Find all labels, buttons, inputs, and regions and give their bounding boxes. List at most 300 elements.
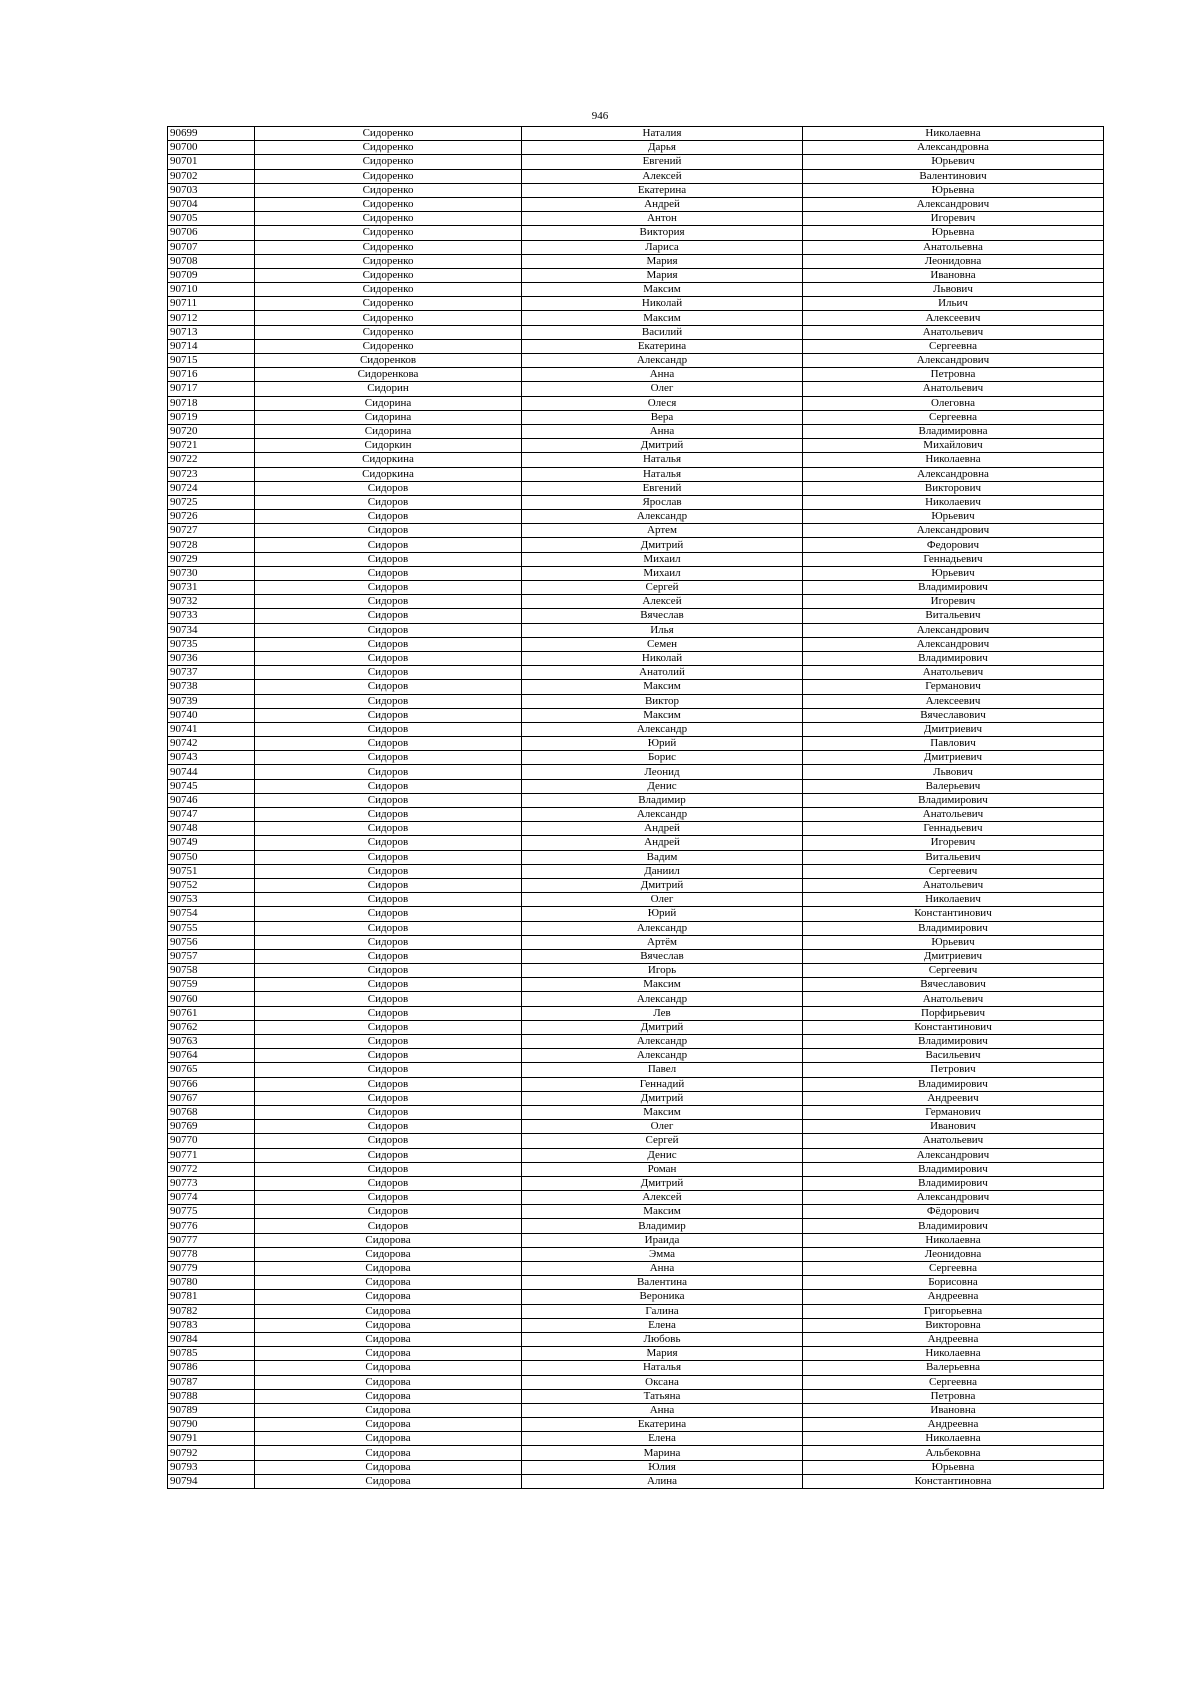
- table-row: [168, 1105, 1104, 1119]
- first-name-cell: Владимир: [522, 1219, 803, 1233]
- first-name-cell: Максим: [522, 978, 803, 992]
- table-row: [168, 481, 1104, 495]
- first-name-cell: Лариса: [522, 240, 803, 254]
- table-row: [168, 1233, 1104, 1247]
- table-row: [168, 1148, 1104, 1162]
- table-row: [168, 127, 1104, 141]
- patronymic-cell: Владимировна: [803, 424, 1104, 438]
- first-name-cell: Дмитрий: [522, 1176, 803, 1190]
- last-name-cell: Сидоренко: [255, 297, 522, 311]
- last-name-cell: Сидоров: [255, 822, 522, 836]
- row-number-cell: 90739: [168, 694, 255, 708]
- row-number-cell: 90763: [168, 1035, 255, 1049]
- row-number-cell: 90759: [168, 978, 255, 992]
- last-name-cell: Сидоров: [255, 765, 522, 779]
- last-name-cell: Сидоров: [255, 751, 522, 765]
- first-name-cell: Артем: [522, 524, 803, 538]
- row-number-cell: 90746: [168, 793, 255, 807]
- first-name-cell: Алексей: [522, 169, 803, 183]
- last-name-cell: Сидоров: [255, 1077, 522, 1091]
- last-name-cell: Сидорова: [255, 1247, 522, 1261]
- last-name-cell: Сидоров: [255, 708, 522, 722]
- last-name-cell: Сидоров: [255, 1006, 522, 1020]
- patronymic-cell: Викторович: [803, 481, 1104, 495]
- row-number-cell: 90747: [168, 808, 255, 822]
- table-row: [168, 254, 1104, 268]
- patronymic-cell: Юрьевна: [803, 1460, 1104, 1474]
- row-number-cell: 90719: [168, 410, 255, 424]
- patronymic-cell: Александрович: [803, 1148, 1104, 1162]
- first-name-cell: Мария: [522, 1347, 803, 1361]
- patronymic-cell: Павлович: [803, 737, 1104, 751]
- row-number-cell: 90730: [168, 566, 255, 580]
- patronymic-cell: Иванович: [803, 1120, 1104, 1134]
- row-number-cell: 90789: [168, 1403, 255, 1417]
- table-row: [168, 410, 1104, 424]
- row-number-cell: 90786: [168, 1361, 255, 1375]
- patronymic-cell: Николаевна: [803, 1233, 1104, 1247]
- patronymic-cell: Дмитриевич: [803, 949, 1104, 963]
- patronymic-cell: Владимирович: [803, 1219, 1104, 1233]
- first-name-cell: Андрей: [522, 822, 803, 836]
- row-number-cell: 90782: [168, 1304, 255, 1318]
- patronymic-cell: Сергеевич: [803, 964, 1104, 978]
- last-name-cell: Сидоров: [255, 595, 522, 609]
- row-number-cell: 90724: [168, 481, 255, 495]
- last-name-cell: Сидоров: [255, 808, 522, 822]
- table-row: [168, 1091, 1104, 1105]
- row-number-cell: 90744: [168, 765, 255, 779]
- patronymic-cell: Геннадьевич: [803, 822, 1104, 836]
- last-name-cell: Сидоров: [255, 864, 522, 878]
- table-row: [168, 694, 1104, 708]
- patronymic-cell: Владимирович: [803, 921, 1104, 935]
- patronymic-cell: Витальевич: [803, 850, 1104, 864]
- last-name-cell: Сидоров: [255, 893, 522, 907]
- table-row: [168, 495, 1104, 509]
- last-name-cell: Сидорова: [255, 1432, 522, 1446]
- last-name-cell: Сидоров: [255, 581, 522, 595]
- first-name-cell: Александр: [522, 992, 803, 1006]
- table-row: [168, 439, 1104, 453]
- first-name-cell: Вадим: [522, 850, 803, 864]
- last-name-cell: Сидоренко: [255, 183, 522, 197]
- table-row: [168, 510, 1104, 524]
- patronymic-cell: Германович: [803, 680, 1104, 694]
- row-number-cell: 90790: [168, 1418, 255, 1432]
- table-row: [168, 765, 1104, 779]
- row-number-cell: 90791: [168, 1432, 255, 1446]
- table-row: [168, 1049, 1104, 1063]
- table-row: [168, 1176, 1104, 1190]
- patronymic-cell: Сергеевна: [803, 410, 1104, 424]
- table-row: [168, 1418, 1104, 1432]
- table-row: [168, 566, 1104, 580]
- first-name-cell: Леонид: [522, 765, 803, 779]
- patronymic-cell: Александрович: [803, 637, 1104, 651]
- patronymic-cell: Дмитриевич: [803, 722, 1104, 736]
- row-number-cell: 90720: [168, 424, 255, 438]
- table-row: [168, 779, 1104, 793]
- last-name-cell: Сидоров: [255, 1176, 522, 1190]
- last-name-cell: Сидоренко: [255, 127, 522, 141]
- first-name-cell: Андрей: [522, 836, 803, 850]
- patronymic-cell: Владимирович: [803, 793, 1104, 807]
- row-number-cell: 90713: [168, 325, 255, 339]
- row-number-cell: 90704: [168, 197, 255, 211]
- table-row: [168, 836, 1104, 850]
- first-name-cell: Максим: [522, 708, 803, 722]
- last-name-cell: Сидоренко: [255, 339, 522, 353]
- row-number-cell: 90783: [168, 1318, 255, 1332]
- row-number-cell: 90702: [168, 169, 255, 183]
- table-row: [168, 1191, 1104, 1205]
- last-name-cell: Сидоров: [255, 949, 522, 963]
- table-row: [168, 197, 1104, 211]
- row-number-cell: 90728: [168, 538, 255, 552]
- last-name-cell: Сидоренко: [255, 240, 522, 254]
- patronymic-cell: Сергеевна: [803, 339, 1104, 353]
- table-row: [168, 1361, 1104, 1375]
- row-number-cell: 90758: [168, 964, 255, 978]
- row-number-cell: 90761: [168, 1006, 255, 1020]
- table-row: [168, 1063, 1104, 1077]
- row-number-cell: 90734: [168, 623, 255, 637]
- last-name-cell: Сидоренков: [255, 354, 522, 368]
- table-row: [168, 1446, 1104, 1460]
- last-name-cell: Сидоров: [255, 978, 522, 992]
- row-number-cell: 90706: [168, 226, 255, 240]
- first-name-cell: Наталья: [522, 467, 803, 481]
- last-name-cell: Сидоров: [255, 1120, 522, 1134]
- patronymic-cell: Ивановна: [803, 1403, 1104, 1417]
- row-number-cell: 90743: [168, 751, 255, 765]
- table-row: [168, 169, 1104, 183]
- patronymic-cell: Леонидовна: [803, 254, 1104, 268]
- first-name-cell: Виктор: [522, 694, 803, 708]
- row-number-cell: 90785: [168, 1347, 255, 1361]
- row-number-cell: 90764: [168, 1049, 255, 1063]
- row-number-cell: 90770: [168, 1134, 255, 1148]
- table-row: [168, 637, 1104, 651]
- last-name-cell: Сидоров: [255, 552, 522, 566]
- table-row: [168, 268, 1104, 282]
- last-name-cell: Сидоров: [255, 1035, 522, 1049]
- patronymic-cell: Константиновна: [803, 1474, 1104, 1488]
- row-number-cell: 90768: [168, 1105, 255, 1119]
- table-row: [168, 1474, 1104, 1488]
- last-name-cell: Сидоров: [255, 907, 522, 921]
- patronymic-cell: Андреевна: [803, 1418, 1104, 1432]
- table-row: [168, 1205, 1104, 1219]
- patronymic-cell: Альбековна: [803, 1446, 1104, 1460]
- last-name-cell: Сидоров: [255, 722, 522, 736]
- last-name-cell: Сидорина: [255, 424, 522, 438]
- patronymic-cell: Владимирович: [803, 1162, 1104, 1176]
- row-number-cell: 90722: [168, 453, 255, 467]
- table-row: [168, 453, 1104, 467]
- first-name-cell: Денис: [522, 1148, 803, 1162]
- patronymic-cell: Константинович: [803, 907, 1104, 921]
- last-name-cell: Сидоров: [255, 651, 522, 665]
- row-number-cell: 90705: [168, 212, 255, 226]
- first-name-cell: Александр: [522, 808, 803, 822]
- first-name-cell: Максим: [522, 1105, 803, 1119]
- table-row: [168, 1460, 1104, 1474]
- row-number-cell: 90762: [168, 1020, 255, 1034]
- last-name-cell: Сидорова: [255, 1375, 522, 1389]
- row-number-cell: 90774: [168, 1191, 255, 1205]
- last-name-cell: Сидоренко: [255, 283, 522, 297]
- table-row: [168, 155, 1104, 169]
- first-name-cell: Лев: [522, 1006, 803, 1020]
- last-name-cell: Сидорова: [255, 1332, 522, 1346]
- patronymic-cell: Владимирович: [803, 651, 1104, 665]
- table-row: [168, 1020, 1104, 1034]
- table-row: [168, 708, 1104, 722]
- patronymic-cell: Геннадьевич: [803, 552, 1104, 566]
- last-name-cell: Сидорина: [255, 410, 522, 424]
- row-number-cell: 90715: [168, 354, 255, 368]
- row-number-cell: 90709: [168, 268, 255, 282]
- last-name-cell: Сидоров: [255, 992, 522, 1006]
- table-row: [168, 1318, 1104, 1332]
- row-number-cell: 90772: [168, 1162, 255, 1176]
- row-number-cell: 90742: [168, 737, 255, 751]
- first-name-cell: Максим: [522, 311, 803, 325]
- first-name-cell: Дмитрий: [522, 878, 803, 892]
- last-name-cell: Сидоров: [255, 1191, 522, 1205]
- first-name-cell: Даниил: [522, 864, 803, 878]
- patronymic-cell: Игоревич: [803, 212, 1104, 226]
- last-name-cell: Сидоренко: [255, 311, 522, 325]
- last-name-cell: Сидоров: [255, 694, 522, 708]
- first-name-cell: Владимир: [522, 793, 803, 807]
- patronymic-cell: Петровна: [803, 1389, 1104, 1403]
- first-name-cell: Екатерина: [522, 1418, 803, 1432]
- patronymic-cell: Юрьевич: [803, 510, 1104, 524]
- first-name-cell: Максим: [522, 283, 803, 297]
- table-row: [168, 524, 1104, 538]
- patronymic-cell: Андреевна: [803, 1332, 1104, 1346]
- patronymic-cell: Сергеевна: [803, 1375, 1104, 1389]
- table-row: [168, 339, 1104, 353]
- patronymic-cell: Игоревич: [803, 836, 1104, 850]
- table-row: [168, 226, 1104, 240]
- first-name-cell: Наталья: [522, 453, 803, 467]
- first-name-cell: Роман: [522, 1162, 803, 1176]
- row-number-cell: 90780: [168, 1276, 255, 1290]
- row-number-cell: 90701: [168, 155, 255, 169]
- last-name-cell: Сидорова: [255, 1460, 522, 1474]
- row-number-cell: 90731: [168, 581, 255, 595]
- table-row: [168, 1403, 1104, 1417]
- table-row: [168, 1134, 1104, 1148]
- table-row: [168, 1276, 1104, 1290]
- row-number-cell: 90750: [168, 850, 255, 864]
- last-name-cell: Сидоренкова: [255, 368, 522, 382]
- first-name-cell: Мария: [522, 268, 803, 282]
- patronymic-cell: Николаевна: [803, 127, 1104, 141]
- last-name-cell: Сидорова: [255, 1418, 522, 1432]
- first-name-cell: Илья: [522, 623, 803, 637]
- row-number-cell: 90717: [168, 382, 255, 396]
- first-name-cell: Александр: [522, 1049, 803, 1063]
- first-name-cell: Николай: [522, 651, 803, 665]
- table-row: [168, 751, 1104, 765]
- row-number-cell: 90738: [168, 680, 255, 694]
- patronymic-cell: Леонидовна: [803, 1247, 1104, 1261]
- patronymic-cell: Анатольевна: [803, 240, 1104, 254]
- patronymic-cell: Петрович: [803, 1063, 1104, 1077]
- table-row: [168, 595, 1104, 609]
- patronymic-cell: Анатольевич: [803, 1134, 1104, 1148]
- first-name-cell: Александр: [522, 510, 803, 524]
- row-number-cell: 90710: [168, 283, 255, 297]
- row-number-cell: 90714: [168, 339, 255, 353]
- patronymic-cell: Викторовна: [803, 1318, 1104, 1332]
- last-name-cell: Сидорова: [255, 1290, 522, 1304]
- last-name-cell: Сидоренко: [255, 325, 522, 339]
- row-number-cell: 90781: [168, 1290, 255, 1304]
- row-number-cell: 90753: [168, 893, 255, 907]
- row-number-cell: 90723: [168, 467, 255, 481]
- table-row: [168, 878, 1104, 892]
- first-name-cell: Семен: [522, 637, 803, 651]
- patronymic-cell: Юрьевна: [803, 183, 1104, 197]
- table-row: [168, 680, 1104, 694]
- first-name-cell: Дмитрий: [522, 538, 803, 552]
- last-name-cell: Сидорова: [255, 1318, 522, 1332]
- last-name-cell: Сидоренко: [255, 226, 522, 240]
- patronymic-cell: Александрович: [803, 524, 1104, 538]
- first-name-cell: Алексей: [522, 595, 803, 609]
- patronymic-cell: Михайлович: [803, 439, 1104, 453]
- first-name-cell: Сергей: [522, 1134, 803, 1148]
- first-name-cell: Дмитрий: [522, 1091, 803, 1105]
- first-name-cell: Михаил: [522, 566, 803, 580]
- last-name-cell: Сидоров: [255, 1148, 522, 1162]
- patronymic-cell: Порфирьевич: [803, 1006, 1104, 1020]
- last-name-cell: Сидоров: [255, 1134, 522, 1148]
- first-name-cell: Александр: [522, 921, 803, 935]
- first-name-cell: Дарья: [522, 141, 803, 155]
- last-name-cell: Сидоров: [255, 737, 522, 751]
- last-name-cell: Сидоров: [255, 1219, 522, 1233]
- table-row: [168, 822, 1104, 836]
- first-name-cell: Дмитрий: [522, 1020, 803, 1034]
- patronymic-cell: Фёдорович: [803, 1205, 1104, 1219]
- first-name-cell: Наталия: [522, 127, 803, 141]
- patronymic-cell: Александровна: [803, 467, 1104, 481]
- table-row: [168, 1162, 1104, 1176]
- row-number-cell: 90737: [168, 666, 255, 680]
- last-name-cell: Сидоров: [255, 1049, 522, 1063]
- first-name-cell: Анна: [522, 1403, 803, 1417]
- row-number-cell: 90736: [168, 651, 255, 665]
- last-name-cell: Сидоров: [255, 481, 522, 495]
- row-number-cell: 90727: [168, 524, 255, 538]
- patronymic-cell: Николаевич: [803, 893, 1104, 907]
- table-row: [168, 552, 1104, 566]
- first-name-cell: Марина: [522, 1446, 803, 1460]
- last-name-cell: Сидоренко: [255, 141, 522, 155]
- last-name-cell: Сидоров: [255, 1063, 522, 1077]
- row-number-cell: 90735: [168, 637, 255, 651]
- row-number-cell: 90792: [168, 1446, 255, 1460]
- row-number-cell: 90745: [168, 779, 255, 793]
- row-number-cell: 90755: [168, 921, 255, 935]
- patronymic-cell: Андреевич: [803, 1091, 1104, 1105]
- last-name-cell: Сидоренко: [255, 268, 522, 282]
- table-row: [168, 1304, 1104, 1318]
- table-row: [168, 623, 1104, 637]
- table-row: [168, 651, 1104, 665]
- first-name-cell: Александр: [522, 1035, 803, 1049]
- first-name-cell: Олеся: [522, 396, 803, 410]
- last-name-cell: Сидоренко: [255, 169, 522, 183]
- table-row: [168, 297, 1104, 311]
- first-name-cell: Евгений: [522, 481, 803, 495]
- first-name-cell: Максим: [522, 1205, 803, 1219]
- row-number-cell: 90718: [168, 396, 255, 410]
- patronymic-cell: Валерьевич: [803, 779, 1104, 793]
- row-number-cell: 90760: [168, 992, 255, 1006]
- last-name-cell: Сидоров: [255, 836, 522, 850]
- first-name-cell: Олег: [522, 1120, 803, 1134]
- first-name-cell: Андрей: [522, 197, 803, 211]
- last-name-cell: Сидоров: [255, 609, 522, 623]
- row-number-cell: 90766: [168, 1077, 255, 1091]
- row-number-cell: 90752: [168, 878, 255, 892]
- table-row: [168, 467, 1104, 481]
- table-row: [168, 1332, 1104, 1346]
- row-number-cell: 90703: [168, 183, 255, 197]
- last-name-cell: Сидоров: [255, 1020, 522, 1034]
- first-name-cell: Сергей: [522, 581, 803, 595]
- last-name-cell: Сидоров: [255, 1105, 522, 1119]
- patronymic-cell: Сергеевич: [803, 864, 1104, 878]
- row-number-cell: 90754: [168, 907, 255, 921]
- first-name-cell: Валентина: [522, 1276, 803, 1290]
- last-name-cell: Сидоров: [255, 964, 522, 978]
- table-row: [168, 1389, 1104, 1403]
- patronymic-cell: Федорович: [803, 538, 1104, 552]
- first-name-cell: Алина: [522, 1474, 803, 1488]
- first-name-cell: Денис: [522, 779, 803, 793]
- row-number-cell: 90771: [168, 1148, 255, 1162]
- row-number-cell: 90721: [168, 439, 255, 453]
- table-row: [168, 183, 1104, 197]
- table-row: [168, 1035, 1104, 1049]
- patronymic-cell: Валерьевна: [803, 1361, 1104, 1375]
- last-name-cell: Сидоренко: [255, 212, 522, 226]
- last-name-cell: Сидоров: [255, 495, 522, 509]
- table-row: [168, 141, 1104, 155]
- last-name-cell: Сидоров: [255, 1162, 522, 1176]
- last-name-cell: Сидорова: [255, 1361, 522, 1375]
- row-number-cell: 90699: [168, 127, 255, 141]
- table-row: [168, 240, 1104, 254]
- patronymic-cell: Владимирович: [803, 1077, 1104, 1091]
- table-row: [168, 1120, 1104, 1134]
- patronymic-cell: Андреевна: [803, 1290, 1104, 1304]
- table-row: [168, 283, 1104, 297]
- patronymic-cell: Анатольевич: [803, 325, 1104, 339]
- last-name-cell: Сидоркин: [255, 439, 522, 453]
- table-row: [168, 808, 1104, 822]
- table-row: [168, 907, 1104, 921]
